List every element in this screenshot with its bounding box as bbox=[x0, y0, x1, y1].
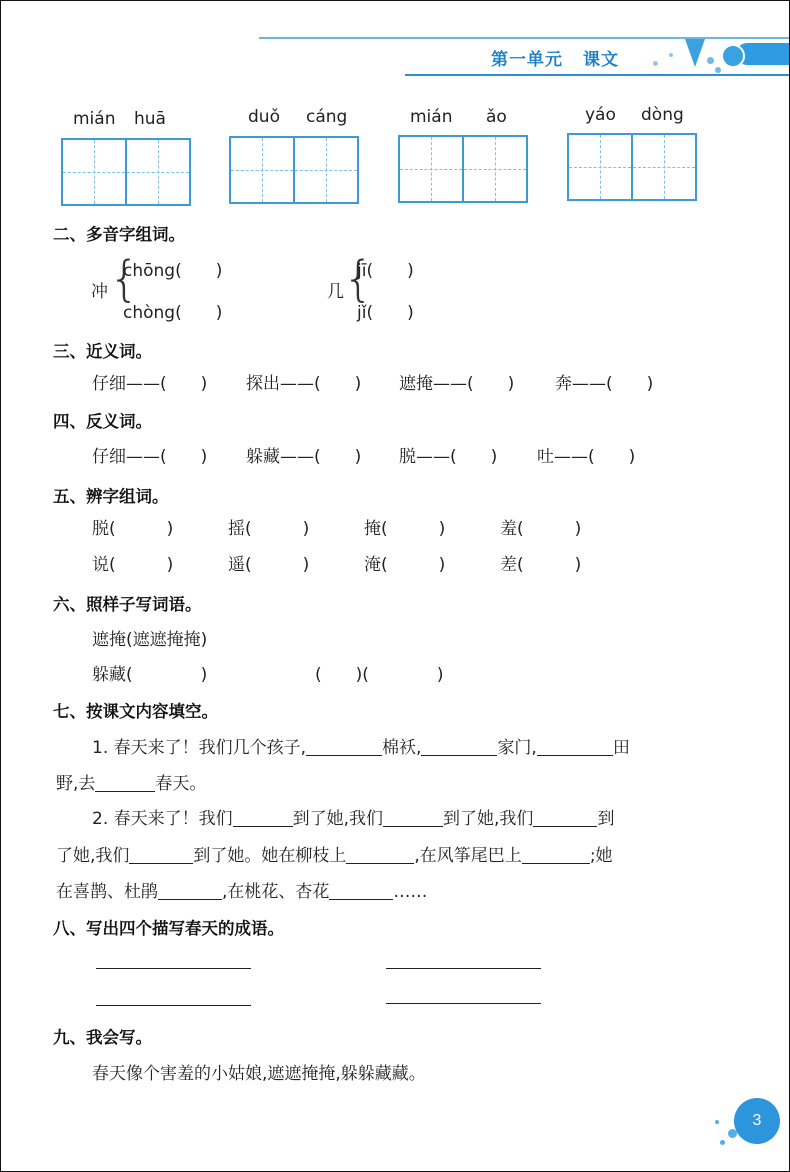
polyphone-char: 几 bbox=[327, 282, 344, 302]
pinyin-label: mián bbox=[410, 107, 453, 127]
section-title: 六、照样子写词语。 bbox=[53, 595, 202, 614]
fill-text: 野,去 bbox=[56, 774, 96, 794]
section-title: 二、多音字组词。 bbox=[53, 225, 185, 244]
polyphone-reading[interactable]: chòng( ) bbox=[123, 303, 223, 323]
fill-text: 在喜鹊、杜鹃 bbox=[56, 882, 158, 902]
fill-blank[interactable] bbox=[421, 738, 497, 756]
brace: { bbox=[109, 251, 140, 307]
fill-text: 了她,我们 bbox=[56, 846, 130, 866]
corner-dot-decoration bbox=[715, 1120, 719, 1124]
fill-blank[interactable] bbox=[129, 846, 193, 864]
polyphone-reading[interactable]: chōng( ) bbox=[123, 261, 223, 281]
char-pair-item[interactable]: 差( ) bbox=[500, 555, 582, 575]
char-pair-item[interactable]: 羞( ) bbox=[500, 519, 582, 539]
section-title: 八、写出四个描写春天的成语。 bbox=[53, 919, 284, 938]
header-dot-decoration bbox=[669, 53, 673, 57]
header-rule-top bbox=[259, 37, 789, 39]
antonym-item[interactable]: 躲藏——( ) bbox=[246, 447, 362, 467]
pinyin-label: ǎo bbox=[486, 107, 507, 127]
section-title: 七、按课文内容填空。 bbox=[53, 702, 218, 721]
header-title bbox=[491, 45, 619, 70]
page-number: 3 bbox=[734, 1098, 780, 1144]
fill-in-paragraph-2-cont2 bbox=[56, 877, 427, 902]
section-title: 五、辨字组词。 bbox=[53, 487, 169, 506]
fill-text: …… bbox=[393, 882, 428, 902]
phrase-task-blank[interactable]: ( )( ) bbox=[315, 665, 444, 685]
writing-prompt: 春天像个害羞的小姑娘,遮遮掩掩,躲躲藏藏。 bbox=[92, 1064, 426, 1084]
idiom-answer-line[interactable] bbox=[386, 968, 541, 969]
fill-blank[interactable] bbox=[158, 882, 222, 900]
header-section: 课文 bbox=[583, 50, 619, 70]
writing-cell[interactable] bbox=[231, 138, 293, 202]
char-pair-item[interactable]: 淹( ) bbox=[364, 555, 446, 575]
idiom-answer-line[interactable] bbox=[386, 1003, 541, 1004]
synonym-item[interactable]: 仔细——( ) bbox=[92, 374, 208, 394]
fill-text: ,在风筝尾巴上 bbox=[414, 846, 522, 866]
synonym-item[interactable]: 探出——( ) bbox=[246, 374, 362, 394]
writing-cell[interactable] bbox=[631, 135, 695, 199]
antonym-item[interactable]: 吐——( ) bbox=[537, 447, 636, 467]
fill-text: ;她 bbox=[589, 846, 613, 866]
writing-cell[interactable] bbox=[125, 140, 189, 204]
pinyin-label: yáo bbox=[585, 105, 616, 125]
synonym-item[interactable]: 奔——( ) bbox=[555, 374, 654, 394]
idiom-answer-line[interactable] bbox=[96, 968, 251, 969]
fill-text: 家门, bbox=[497, 738, 537, 758]
header-unit: 第一单元 bbox=[491, 50, 563, 70]
writing-cell[interactable] bbox=[293, 138, 357, 202]
fill-text: 春天。 bbox=[155, 774, 207, 794]
char-pair-item[interactable]: 掩( ) bbox=[364, 519, 446, 539]
fill-text: ,在桃花、杏花 bbox=[222, 882, 330, 902]
idiom-answer-line[interactable] bbox=[96, 1005, 251, 1006]
header-rule-bottom bbox=[405, 74, 789, 76]
corner-dot-decoration bbox=[720, 1140, 725, 1145]
writing-cell[interactable] bbox=[63, 140, 125, 204]
phrase-task[interactable]: 躲藏( ) bbox=[92, 665, 208, 685]
pinyin-label: duǒ bbox=[248, 107, 280, 127]
fill-in-paragraph-2 bbox=[92, 804, 614, 829]
brace: { bbox=[343, 251, 374, 307]
fill-text: 田 bbox=[612, 738, 630, 758]
fill-blank[interactable] bbox=[306, 738, 382, 756]
section-title: 四、反义词。 bbox=[53, 412, 152, 431]
polyphone-reading[interactable]: jī( ) bbox=[357, 261, 414, 281]
fill-in-paragraph-2-cont bbox=[56, 841, 613, 866]
synonym-item[interactable]: 遮掩——( ) bbox=[399, 374, 515, 394]
polyphone-char: 冲 bbox=[91, 282, 108, 302]
fill-blank[interactable] bbox=[346, 846, 414, 864]
header-triangle-decoration bbox=[685, 39, 705, 67]
fill-text: 到了她,我们 bbox=[443, 809, 534, 829]
example-phrase: 遮掩(遮遮掩掩) bbox=[92, 630, 208, 650]
writing-cell[interactable] bbox=[462, 137, 526, 201]
fill-blank[interactable] bbox=[537, 738, 613, 756]
header-circle-decoration bbox=[721, 44, 745, 68]
writing-cell[interactable] bbox=[400, 137, 462, 201]
antonym-item[interactable]: 脱——( ) bbox=[399, 447, 498, 467]
fill-text: 2. 春天来了！我们 bbox=[92, 809, 233, 829]
fill-blank[interactable] bbox=[383, 809, 443, 827]
polyphone-reading[interactable]: jǐ( ) bbox=[357, 303, 414, 323]
section-title: 九、我会写。 bbox=[53, 1028, 152, 1047]
pinyin-label: cáng bbox=[306, 107, 348, 127]
writing-cell[interactable] bbox=[569, 135, 631, 199]
fill-text: 到了她。她在柳枝上 bbox=[193, 846, 347, 866]
writing-box[interactable] bbox=[229, 136, 359, 204]
pinyin-label: dòng bbox=[641, 105, 684, 125]
antonym-item[interactable]: 仔细——( ) bbox=[92, 447, 208, 467]
fill-in-paragraph-1-cont bbox=[56, 769, 206, 794]
fill-text: 棉袄, bbox=[382, 738, 422, 758]
writing-box[interactable] bbox=[398, 135, 528, 203]
fill-blank[interactable] bbox=[95, 774, 155, 792]
char-pair-item[interactable]: 脱( ) bbox=[92, 519, 174, 539]
writing-box[interactable] bbox=[61, 138, 191, 206]
char-pair-item[interactable]: 摇( ) bbox=[228, 519, 310, 539]
fill-blank[interactable] bbox=[329, 882, 393, 900]
header-dot-decoration bbox=[653, 61, 658, 66]
char-pair-item[interactable]: 遥( ) bbox=[228, 555, 310, 575]
fill-blank[interactable] bbox=[533, 809, 597, 827]
fill-text: 1. 春天来了！我们几个孩子, bbox=[92, 738, 307, 758]
pinyin-label: huā bbox=[134, 109, 166, 129]
fill-text: 到了她,我们 bbox=[292, 809, 384, 829]
fill-in-paragraph-1 bbox=[92, 733, 630, 758]
fill-text: 到 bbox=[597, 809, 615, 829]
header-dot-decoration bbox=[707, 57, 714, 64]
char-pair-item[interactable]: 说( ) bbox=[92, 555, 174, 575]
section-title: 三、近义词。 bbox=[53, 342, 152, 361]
pinyin-label: mián bbox=[73, 109, 116, 129]
fill-blank[interactable] bbox=[233, 809, 293, 827]
writing-box[interactable] bbox=[567, 133, 697, 201]
header-dot-decoration bbox=[715, 67, 721, 73]
fill-blank[interactable] bbox=[522, 846, 590, 864]
